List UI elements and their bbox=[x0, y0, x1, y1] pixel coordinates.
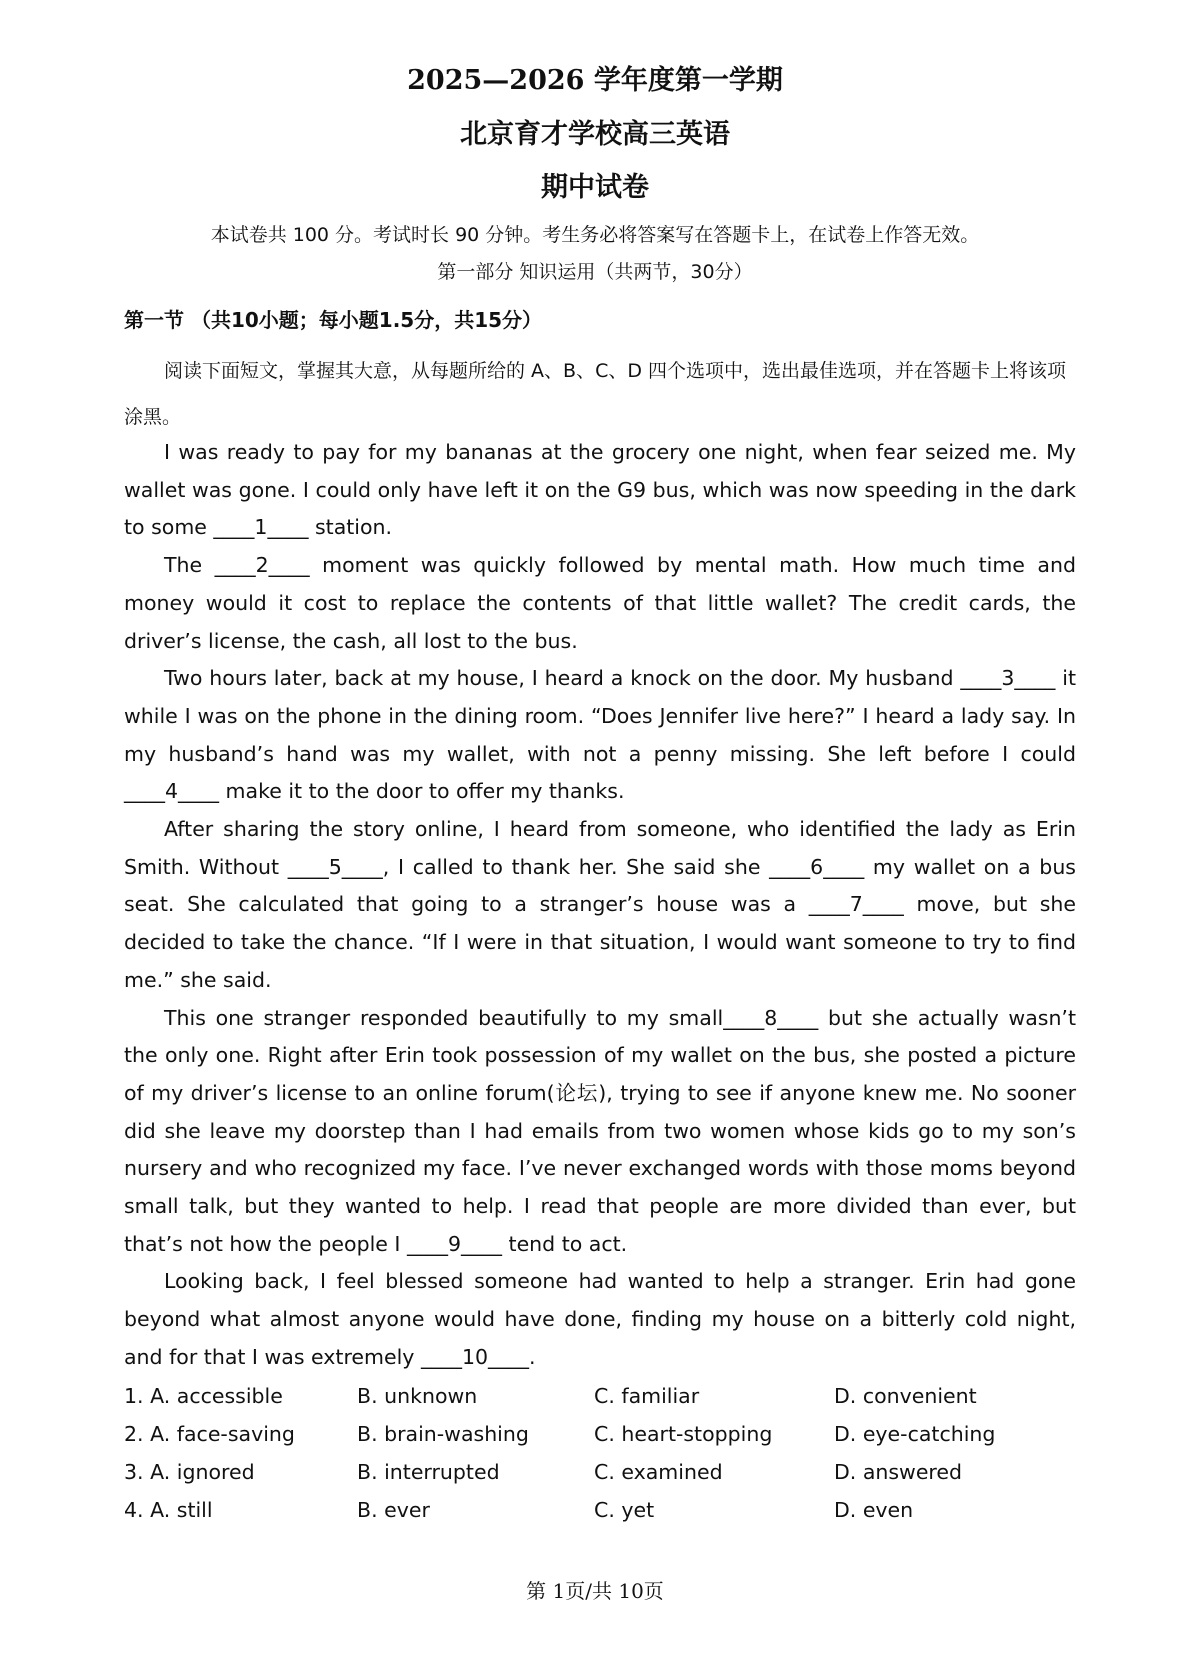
option-a: 1. A. accessible bbox=[124, 1384, 283, 1408]
section-instruction: 阅读下面短文，掌握其大意，从每题所给的 A、B、C、D 四个选项中，选出最佳选项，并在答题卡上将该项涂黑。 bbox=[124, 360, 1067, 428]
option-c: C. familiar bbox=[594, 1384, 700, 1408]
option-c: C. examined bbox=[594, 1460, 723, 1484]
option-b: B. brain-washing bbox=[357, 1422, 529, 1446]
answer-options bbox=[124, 1384, 1084, 1536]
page-number: 第 1页/共 10页 bbox=[526, 1579, 664, 1603]
school-title: 北京育才学校高三英语 bbox=[460, 119, 730, 150]
option-d: D. answered bbox=[834, 1460, 963, 1484]
option-c: C. heart-stopping bbox=[594, 1422, 773, 1446]
option-a: 3. A. ignored bbox=[124, 1460, 255, 1484]
part-heading: 第一部分 知识运用（共两节，30分） bbox=[437, 261, 753, 283]
passage-paragraph: I was ready to pay for my bananas at the grocery one night, when fear seized me. My wallet was gone. I could only have left it on the G9 bus, which was now speeding in the dark to some ____1____ station. bbox=[124, 440, 1076, 540]
cloze-passage bbox=[124, 434, 1076, 1377]
option-d: D. eye-catching bbox=[834, 1422, 996, 1446]
option-a: 2. A. face-saving bbox=[124, 1422, 295, 1446]
exam-name-title: 期中试卷 bbox=[541, 172, 649, 203]
option-c: C. yet bbox=[594, 1498, 655, 1522]
passage-paragraph: Two hours later, back at my house, I heard a knock on the door. My husband ____3____ it while I was on the phone in the dining room. “Does Jennifer live here?” I heard a lady say. In my husband’s hand was my wallet, with not a penny missing. She left before I could ____4____ make it to the door to offer my thanks. bbox=[124, 666, 1076, 804]
passage-paragraph: The ____2____ moment was quickly followed by mental math. How much time and money would it cost to replace the contents of that little wallet? The credit cards, the driver’s license, the cash, all lost to the bus. bbox=[124, 553, 1076, 653]
option-b: B. ever bbox=[357, 1498, 430, 1522]
option-d: D. convenient bbox=[834, 1384, 977, 1408]
option-row-2 bbox=[124, 1422, 1084, 1460]
option-row-4 bbox=[124, 1498, 1084, 1536]
exam-note: 本试卷共 100 分。考试时长 90 分钟。考生务必将答案写在答题卡上，在试卷上作答无效。 bbox=[210, 224, 980, 246]
option-d: D. even bbox=[834, 1498, 914, 1522]
option-row-3 bbox=[124, 1460, 1084, 1498]
passage-paragraph: Looking back, I feel blessed someone had wanted to help a stranger. Erin had gone beyond what almost anyone would have done, finding my house on a bitterly cold night, and for that I was extremely ____10____. bbox=[124, 1269, 1076, 1369]
passage-paragraph: After sharing the story online, I heard from someone, who identified the lady as Erin Smith. Without ____5____, I called to thank her. She said she ____6____ my wallet on a bus seat. She calculated that going to a stranger’s house was a ____7____ move, but she decided to take the chance. “If I were in that situation, I would want someone to try to find me.” she said. bbox=[124, 817, 1076, 992]
passage-paragraph: This one stranger responded beautifully to my small____8____ but she actually wasn’t the only one. Right after Erin took possession of my wallet on the bus, she posted a picture of my driver’s license to an online forum(论坛), trying to see if anyone knew me. No sooner did she leave my doorstep than I had emails from two women whose kids go to my son’s nursery and who recognized my face. I’ve never exchanged words with those moms beyond small talk, but they wanted to help. I read that people are more divided than ever, but that’s not how the people I ____9____ tend to act. bbox=[124, 1005, 1076, 1256]
option-a: 4. A. still bbox=[124, 1498, 213, 1522]
section-heading: 第一节 （共10小题；每小题1.5分，共15分） bbox=[124, 308, 543, 332]
option-row-1 bbox=[124, 1384, 1084, 1422]
exam-year-title: 2025—2026 学年度第一学期 bbox=[407, 65, 783, 96]
option-b: B. interrupted bbox=[357, 1460, 500, 1484]
option-b: B. unknown bbox=[357, 1384, 478, 1408]
